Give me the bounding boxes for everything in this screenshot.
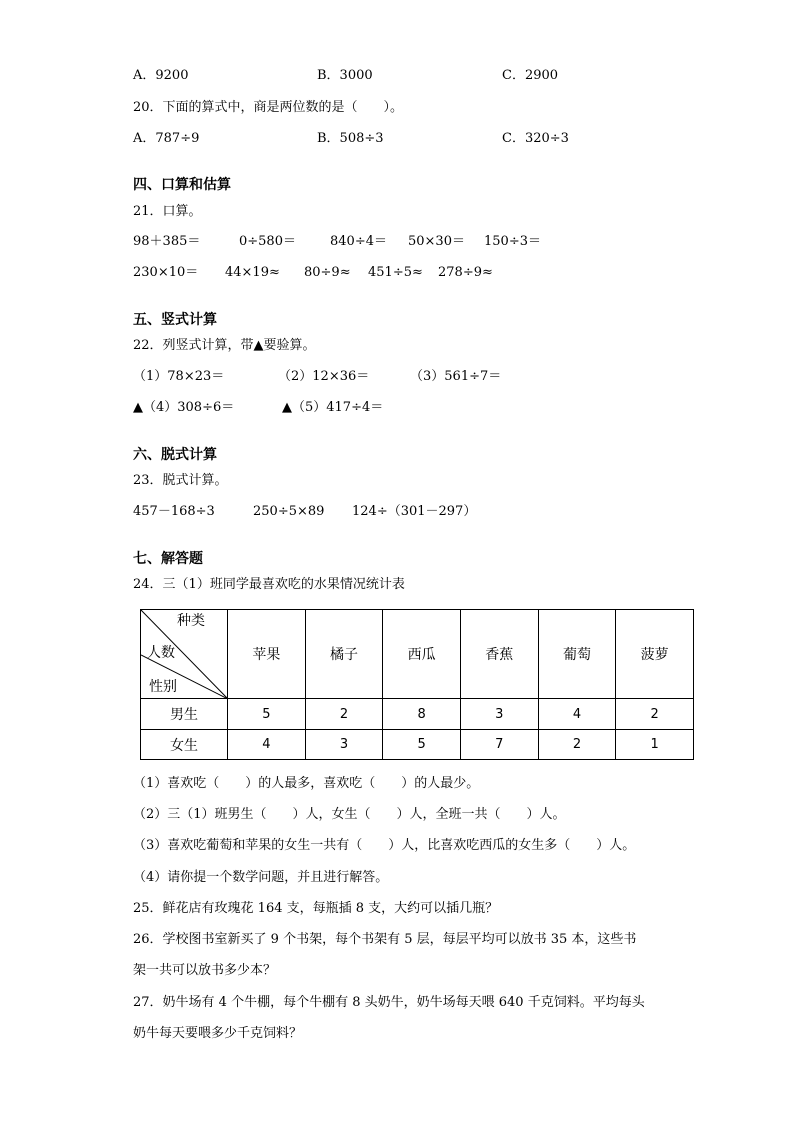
q22-item: （2）12×36＝	[278, 369, 370, 384]
table-cell: 5	[383, 730, 461, 760]
q27-text-line1: 27．奶牛场有 4 个牛棚，每个牛棚有 8 头奶牛，奶牛场每天喂 640 千克饲料。平均每头	[133, 995, 645, 1010]
table-row	[141, 730, 694, 760]
section4-title: 四、口算和估算	[133, 177, 231, 193]
q22-item: ▲（4）308÷6＝	[133, 400, 235, 415]
q23-item: 124÷（301－297）	[352, 504, 477, 519]
q23-stem: 23．脱式计算。	[133, 473, 228, 488]
q19-option-a: A．9200	[133, 68, 189, 83]
q19-option-c: C．2900	[502, 68, 559, 83]
q21-item: 44×19≈	[225, 265, 280, 280]
table-corner-cell	[141, 610, 228, 699]
fruit-statistics-table	[140, 609, 694, 760]
table-cell: 7	[460, 730, 538, 760]
table-header-cell: 香蕉	[460, 610, 538, 699]
q21-item: 840÷4＝	[330, 234, 387, 249]
q20-option-c: C．320÷3	[502, 131, 569, 146]
q24-sub-4: （4）请你提一个数学问题，并且进行解答。	[133, 870, 389, 885]
q23-item: 250÷5×89	[253, 504, 325, 519]
table-cell: 4	[228, 730, 306, 760]
q21-item: 150÷3＝	[484, 234, 541, 249]
table-row	[141, 699, 694, 730]
section6-title: 六、脱式计算	[133, 447, 217, 463]
q26-text-line2: 架一共可以放书多少本？	[133, 963, 277, 978]
q21-item: 278÷9≈	[438, 265, 493, 280]
section7-title: 七、解答题	[133, 551, 203, 567]
q21-stem: 21．口算。	[133, 204, 202, 219]
q21-item: 50×30＝	[408, 234, 465, 249]
table-cell: 3	[305, 730, 383, 760]
table-row-label: 女生	[141, 730, 228, 760]
q25-text: 25．鲜花店有玫瑰花 164 支，每瓶插 8 支，大约可以插几瓶？	[133, 901, 499, 916]
table-header-cell: 菠萝	[616, 610, 694, 699]
q22-item: （3）561÷7＝	[410, 369, 502, 384]
q20-stem: 20．下面的算式中，商是两位数的是（ ）。	[133, 100, 404, 115]
q26-text-line1: 26．学校图书室新买了 9 个书架，每个书架有 5 层，每层平均可以放书 35 本，这些书	[133, 932, 637, 947]
table-header-cell: 苹果	[228, 610, 306, 699]
q21-item: 98＋385＝	[133, 234, 201, 249]
q21-item: 230×10＝	[133, 265, 199, 280]
q21-item: 0÷580＝	[239, 234, 296, 249]
table-row-label: 男生	[141, 699, 228, 730]
q23-item: 457－168÷3	[133, 504, 215, 519]
table-header-cell: 橘子	[305, 610, 383, 699]
corner-label-middle: 人数	[147, 645, 175, 661]
q24-sub-3: （3）喜欢吃葡萄和苹果的女生一共有（ ）人，比喜欢吃西瓜的女生多（ ）人。	[133, 838, 636, 853]
q19-option-b: B．3000	[317, 68, 373, 83]
table-header-cell: 西瓜	[383, 610, 461, 699]
section5-title: 五、竖式计算	[133, 312, 217, 328]
table-cell: 2	[616, 699, 694, 730]
table-header-row	[141, 610, 694, 699]
q20-option-a: A．787÷9	[133, 131, 200, 146]
q21-item: 451÷5≈	[368, 265, 423, 280]
table-cell: 8	[383, 699, 461, 730]
q24-stem: 24．三（1）班同学最喜欢吃的水果情况统计表	[133, 577, 405, 592]
q21-item: 80÷9≈	[304, 265, 351, 280]
corner-label-bottom: 性别	[149, 679, 177, 695]
table-cell: 1	[616, 730, 694, 760]
table-header-cell: 葡萄	[538, 610, 616, 699]
table-cell: 3	[460, 699, 538, 730]
q24-sub-1: （1）喜欢吃（ ）的人最多，喜欢吃（ ）的人最少。	[133, 776, 480, 791]
table-cell: 5	[228, 699, 306, 730]
q22-item: （1）78×23＝	[133, 369, 225, 384]
corner-label-top: 种类	[177, 613, 205, 629]
q27-text-line2: 奶牛每天要喂多少千克饲料？	[133, 1026, 303, 1041]
q24-sub-2: （2）三（1）班男生（ ）人，女生（ ）人，全班一共（ ）人。	[133, 807, 566, 822]
q20-option-b: B．508÷3	[317, 131, 384, 146]
q22-stem: 22．列竖式计算，带▲要验算。	[133, 338, 316, 353]
table-cell: 4	[538, 699, 616, 730]
q22-item: ▲（5）417÷4＝	[282, 400, 384, 415]
table-cell: 2	[305, 699, 383, 730]
table-cell: 2	[538, 730, 616, 760]
